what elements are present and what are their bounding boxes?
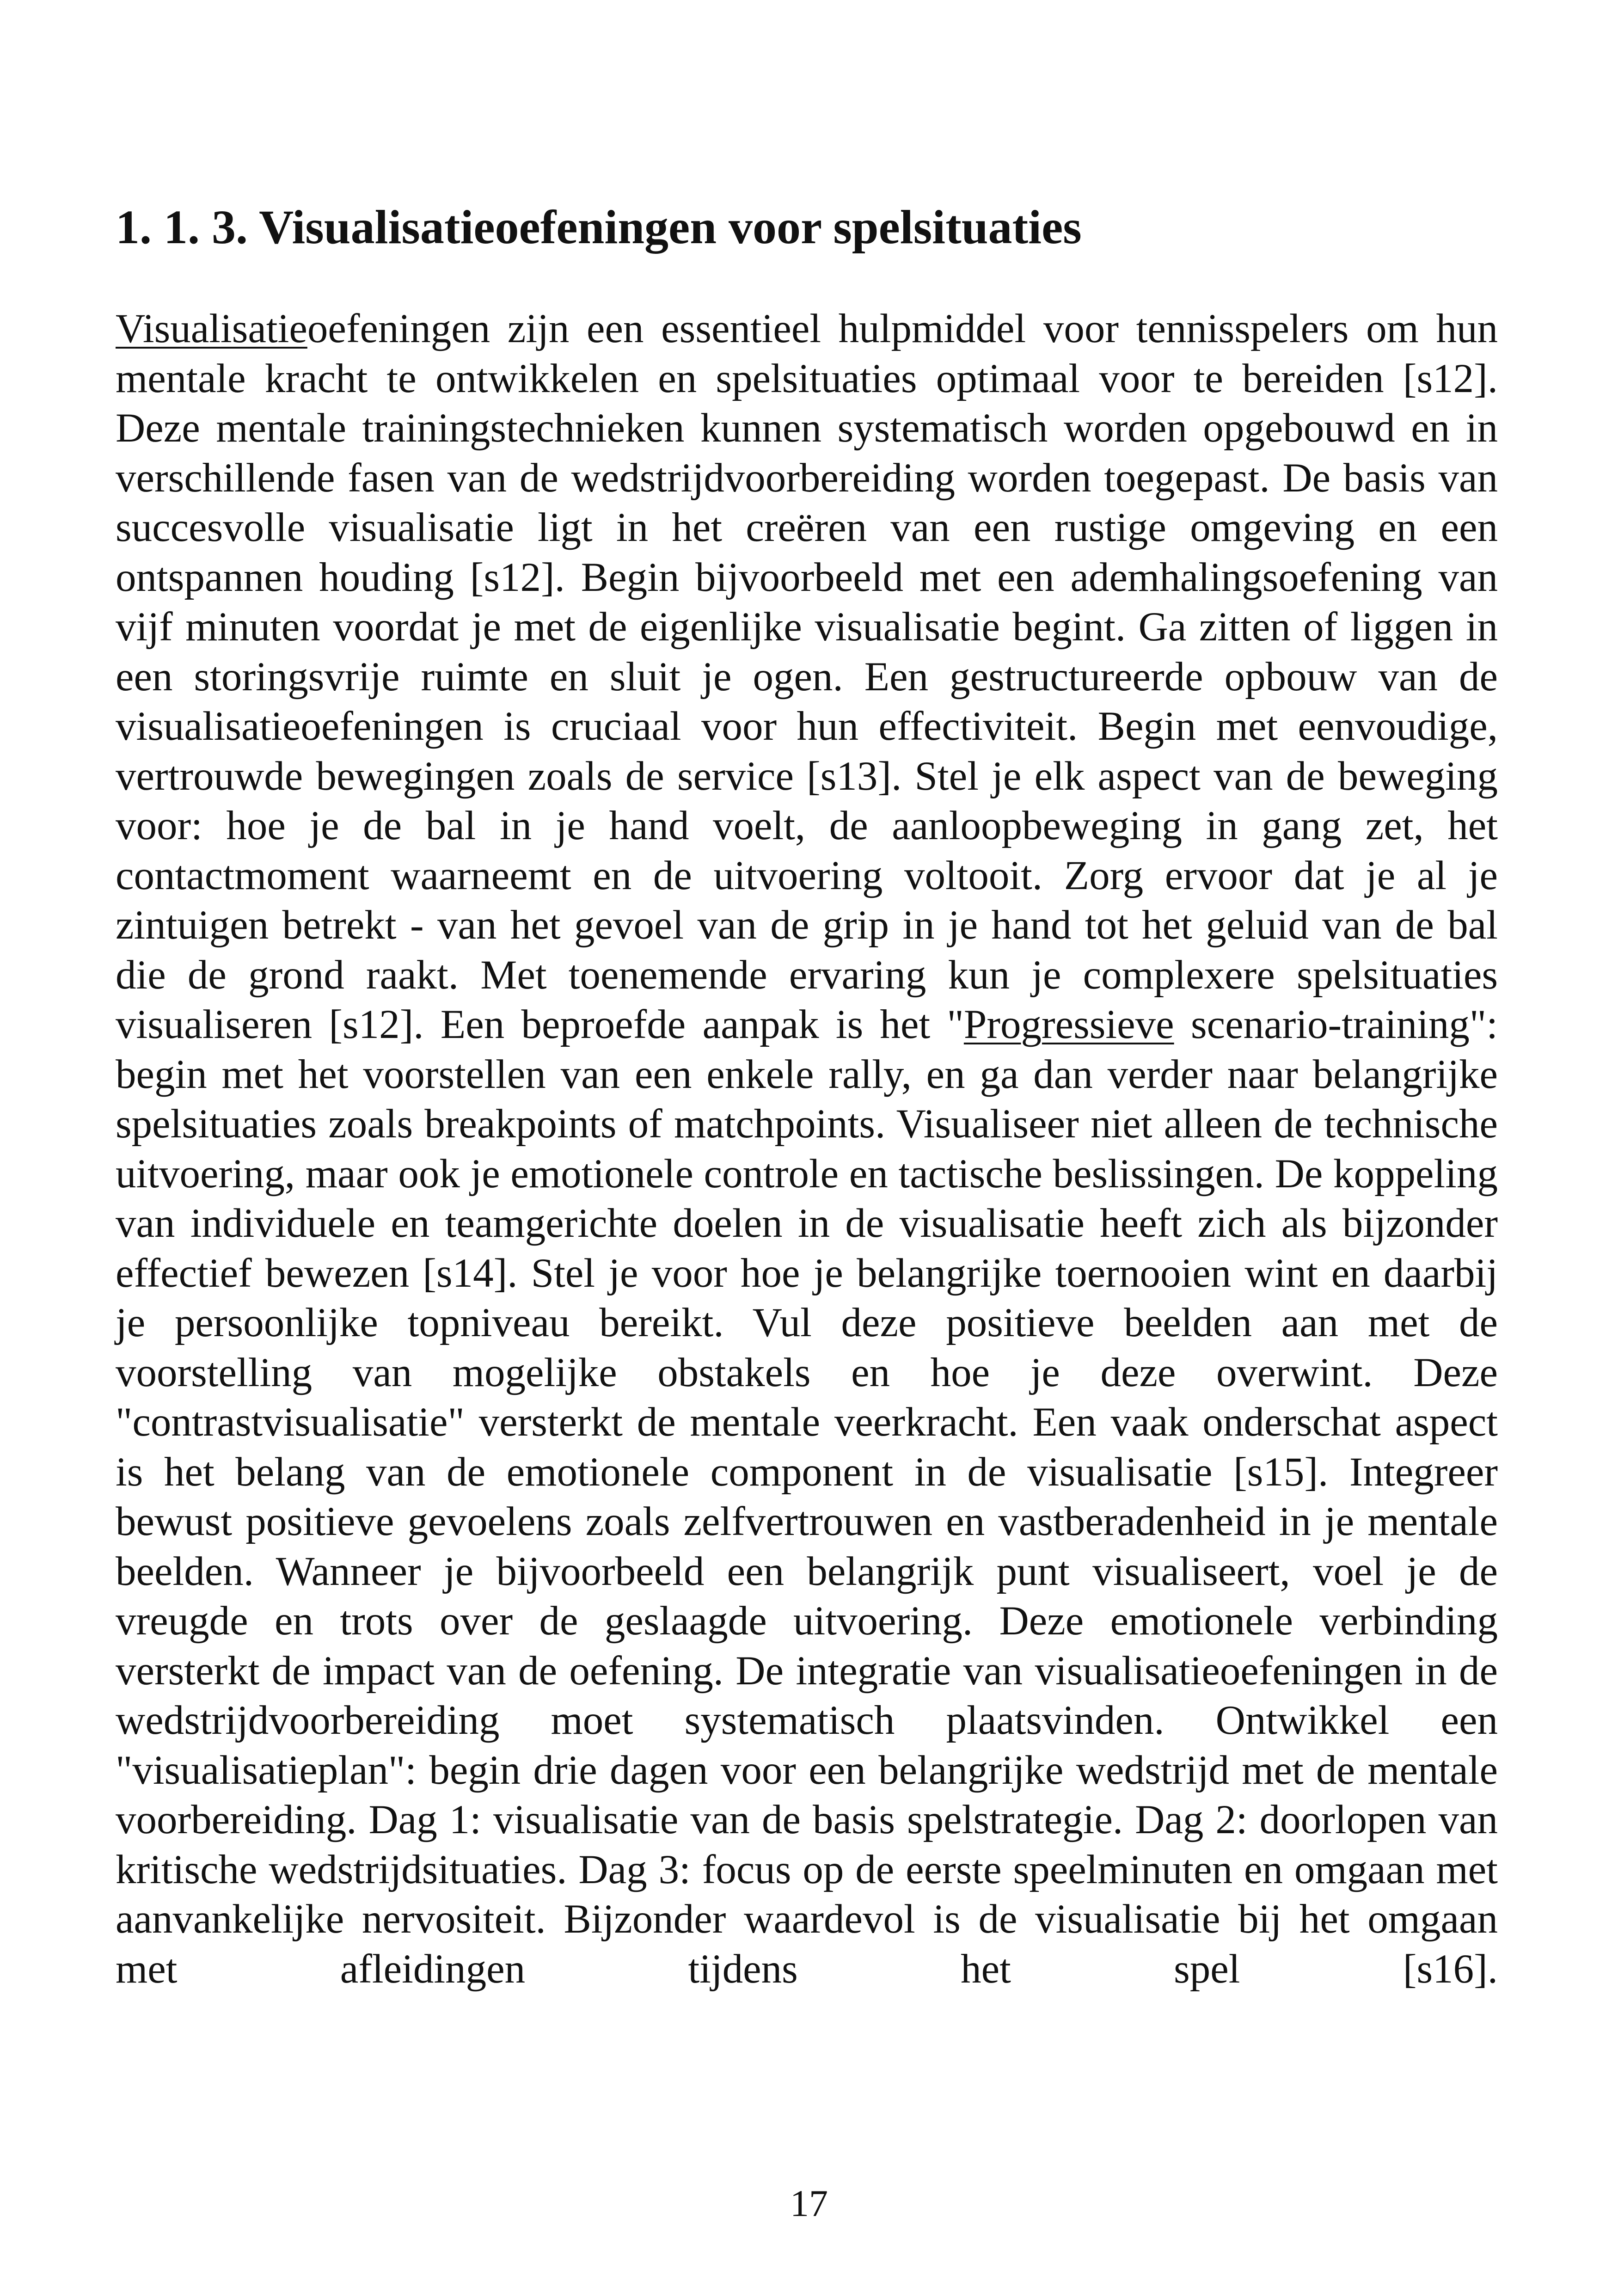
underlined-term-progressieve: Progressieve xyxy=(963,1002,1174,1047)
body-paragraph xyxy=(116,304,1498,1994)
section-heading: 1. 1. 3. Visualisatieoefeningen voor spelsituaties xyxy=(116,201,1082,254)
page-number: 17 xyxy=(790,2182,828,2224)
paragraph-text-part-1: oefeningen zijn een essentieel hulpmiddel voor tennisspelers om hun mentale kracht te ontwikkelen en spelsituaties optimaal voor te bereiden [s12]. Deze mentale trainingstechnieken kunnen systematisch worden opgebouwd en in verschillende fasen van de wedstrijdvoorbereiding worden toegepast. De basis van succesvolle visualisatie ligt in het creëren van een rustige omgeving en een ontspannen houding [s12]. Begin bijvoorbeeld met een ademhalingsoefening van vijf minuten voordat je met de eigenlijke visualisatie begint. Ga zitten of liggen in een storingsvrije ruimte en sluit je ogen. Een gestructureerde opbouw van de visualisatieoefeningen is cruciaal voor hun effectiviteit. Begin met eenvoudige, vertrouwde bewegingen zoals de service [s13]. Stel je elk aspect van de beweging voor: hoe je de bal in je hand voelt, de aanloopbeweging in gang zet, het contactmoment waarneemt en de uitvoering voltooit. Zorg ervoor dat je al je zintuigen betrekt - van het gevoel van de grip in je hand tot het geluid van de bal die de grond raakt. Met toenemende ervaring kun je complexere spelsituaties visualiseren [s12]. Een beproefde aanpak is het " xyxy=(116,306,1498,1047)
paragraph-text-part-2: scenario-training": begin met het voorstellen van een enkele rally, en ga dan verder naar belangrijke spelsituaties zoals breakpoints of matchpoints. Visualiseer niet alleen de technische uitvoering, maar ook je emotionele controle en tactische beslissingen. De koppeling van individuele en teamgerichte doelen in de visualisatie heeft zich als bijzonder effectief bewezen [s14]. Stel je voor hoe je belangrijke toernooien wint en daarbij je persoonlijke topniveau bereikt. Vul deze positieve beelden aan met de voorstelling van mogelijke obstakels en hoe je deze overwint. Deze "contrastvisualisatie" versterkt de mentale veerkracht. Een vaak onderschat aspect is het belang van de emotionele component in de visualisatie [s15]. Integreer bewust positieve gevoelens zoals zelfvertrouwen en vastberadenheid in je mentale beelden. Wanneer je bijvoorbeeld een belangrijk punt visualiseert, voel je de vreugde en trots over de geslaagde uitvoering. Deze emotionele verbinding versterkt de impact van de oefening. De integratie van visualisatieoefeningen in de wedstrijdvoorbereiding moet systematisch plaatsvinden. Ontwikkel een "visualisatieplan": begin drie dagen voor een belangrijke wedstrijd met de mentale voorbereiding. Dag 1: visualisatie van de basis spelstrategie. Dag 2: doorlopen van kritische wedstrijdsituaties. Dag 3: focus op de eerste speelminuten en omgaan met aanvankelijke nervositeit. Bijzonder waardevol is de visualisatie bij het omgaan met afleidingen tijdens het spel [s16]. xyxy=(116,1002,1498,1992)
underlined-term-visualisatie: Visualisatie xyxy=(116,306,307,351)
